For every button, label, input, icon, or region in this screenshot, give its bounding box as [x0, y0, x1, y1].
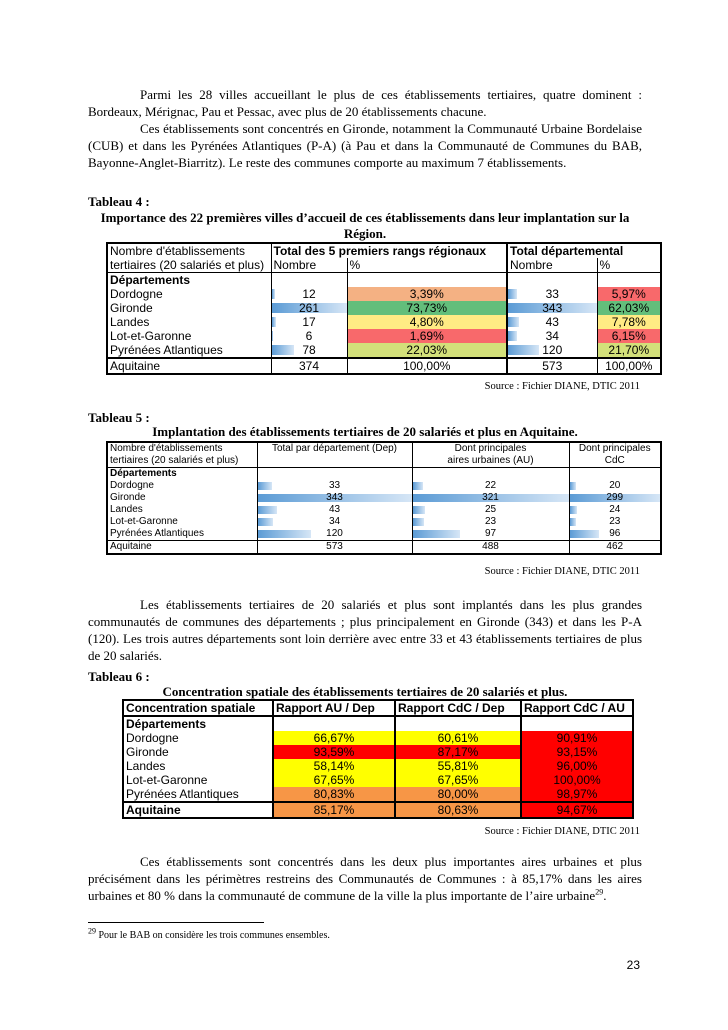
t4-row-n1-value: 78	[302, 343, 316, 357]
t5-row	[107, 492, 661, 504]
paragraph-4-text: Ces établissements sont concentrés dans les deux plus importantes aires urbaines et plus précisément dans les périmètres restreins des Communautés de Communes : à 85,17% dans les aires urbaines et 80 % dans la communauté de commune de la ville la plus importante de l’aire urbaine	[88, 854, 642, 903]
t6-row	[123, 731, 633, 745]
t5-row-dep-value: 34	[328, 516, 341, 527]
t5-departements-label: Départements	[107, 468, 257, 481]
t5-header-cdc-b: CdC	[569, 455, 661, 468]
t6-total-b: 80,63%	[395, 802, 521, 818]
t5-total-name: Aquitaine	[107, 541, 257, 555]
t6-departements-label: Départements	[123, 716, 273, 731]
t4-row-p1: 4,80%	[347, 315, 507, 329]
t4-row-p2: 5,97%	[597, 287, 661, 301]
t5-header-nombre: Nombre d'établissements	[107, 442, 257, 455]
t4-total-p1: 100,00%	[347, 358, 507, 374]
tableau4-caption: Importance des 22 premières villes d’accueil de ces établissements dans leur implantation sur la Région.	[100, 210, 630, 241]
t4-row	[107, 315, 661, 329]
t4-row-n1-value: 261	[298, 301, 320, 315]
t6-row-au-dep: 93,59%	[273, 745, 395, 759]
t6-row-cdc-au: 98,97%	[521, 787, 633, 802]
t4-row-p1: 1,69%	[347, 329, 507, 343]
t5-header-dep: Total par département (Dep)	[257, 442, 412, 455]
t6-row-cdc-au: 100,00%	[521, 773, 633, 787]
t6-row-name: Landes	[123, 759, 273, 773]
t5-row-dep-value: 343	[326, 492, 343, 503]
t6-row-au-dep: 80,83%	[273, 787, 395, 802]
t6-row-name: Gironde	[123, 745, 273, 759]
t5-row-au-value: 25	[484, 504, 497, 515]
t6-row-cdc-dep: 55,81%	[395, 759, 521, 773]
t5-row-name: Dordogne	[107, 480, 257, 492]
t5-row-cdc	[569, 480, 661, 492]
tableau4-table	[106, 242, 662, 375]
t4-row-n1	[271, 343, 347, 358]
tableau6-caption: Concentration spatiale des établissements tertiaires de 20 salariés et plus.	[162, 684, 568, 699]
t4-total-p2: 100,00%	[597, 358, 661, 374]
t4-row-n2-value: 43	[545, 315, 559, 329]
t5-row-cdc-value: 20	[609, 480, 621, 491]
t5-row-au	[412, 528, 569, 541]
t4-row-n1-value: 12	[302, 287, 316, 301]
t5-header-cdc-a: Dont principales	[569, 442, 661, 455]
tableau4-source: Source : Fichier DIANE, DTIC 2011	[484, 381, 640, 392]
t4-row-name: Lot-et-Garonne	[107, 329, 271, 343]
t6-header-cdc-au: Rapport CdC / AU	[521, 700, 633, 716]
t4-row-n1	[271, 287, 347, 301]
t4-row-n2	[507, 301, 597, 315]
t4-row	[107, 329, 661, 343]
t4-row-n2-value: 34	[545, 329, 559, 343]
t4-row	[107, 301, 661, 315]
t4-row-n2	[507, 287, 597, 301]
t4-departements-label: Départements	[107, 273, 271, 288]
paragraph-2: Ces établissements sont concentrés en Gironde, notamment la Communauté Urbaine Bordelaise (CUB) et dans les Pyrénées Atlantiques (P-A) (à Pau et dans la Communauté de Communes du BAB, Bayonne-Anglet-Biarritz). Le reste des communes comporte au maximum 7 établissements.	[88, 121, 642, 170]
paragraph-4	[88, 853, 642, 904]
t5-total-dep: 573	[257, 541, 412, 555]
t6-row	[123, 759, 633, 773]
t6-row	[123, 745, 633, 759]
t5-row-cdc-value: 23	[609, 516, 621, 527]
t5-row-dep-value: 43	[328, 504, 341, 515]
t6-row-cdc-au: 90,91%	[521, 731, 633, 745]
footnote	[88, 926, 330, 941]
t5-row-name: Pyrénées Atlantiques	[107, 528, 257, 541]
t5-header-tertiaires: tertiaires (20 salariés et plus)	[107, 455, 257, 468]
t6-row-cdc-au: 93,15%	[521, 745, 633, 759]
t5-row-cdc	[569, 492, 661, 504]
t6-row-cdc-dep: 67,65%	[395, 773, 521, 787]
t6-header-concentration: Concentration spatiale	[123, 700, 273, 716]
t5-row-name: Lot-et-Garonne	[107, 516, 257, 528]
t5-row-dep-value: 33	[328, 480, 341, 491]
t4-row-p2: 21,70%	[597, 343, 661, 358]
t5-total-cdc: 462	[569, 541, 661, 555]
t6-row-cdc-dep: 87,17%	[395, 745, 521, 759]
footnote-ref[interactable]: 29	[595, 887, 604, 897]
t5-row	[107, 528, 661, 541]
t5-row	[107, 504, 661, 516]
t5-row-cdc	[569, 516, 661, 528]
t6-row	[123, 773, 633, 787]
t6-row-au-dep: 58,14%	[273, 759, 395, 773]
t4-header-regional: Total des 5 premiers rangs régionaux	[271, 243, 507, 258]
tableau5-caption: Implantation des établissements tertiaires de 20 salariés et plus en Aquitaine.	[152, 424, 578, 439]
t6-row-au-dep: 66,67%	[273, 731, 395, 745]
t5-row-name: Landes	[107, 504, 257, 516]
tableau4-label: Tableau 4 :	[88, 194, 150, 209]
t5-row-au	[412, 480, 569, 492]
t5-row-dep	[257, 528, 412, 541]
t4-total-n2: 573	[507, 358, 597, 374]
t5-row-dep	[257, 504, 412, 516]
t5-row	[107, 480, 661, 492]
t4-row-name: Pyrénées Atlantiques	[107, 343, 271, 358]
paragraph-3: Les établissements tertiaires de 20 salariés et plus sont implantés dans les plus grandes communautés de communes des départements ; plus principalement en Gironde (343) et dans les P-A (120). Les trois autres départements sont loin derrière avec entre 33 et 43 établissements tertiaires de plus de 20 salariés.	[88, 597, 642, 663]
tableau5-source: Source : Fichier DIANE, DTIC 2011	[484, 566, 640, 577]
t6-row-name: Lot-et-Garonne	[123, 773, 273, 787]
t6-total-a: 85,17%	[273, 802, 395, 818]
footnote-divider	[88, 922, 264, 923]
t5-header-au-b: aires urbaines (AU)	[412, 455, 569, 468]
t4-row-p1: 3,39%	[347, 287, 507, 301]
t6-row-name: Pyrénées Atlantiques	[123, 787, 273, 802]
t4-row-n1	[271, 315, 347, 329]
paragraph-1: Parmi les 28 villes accueillant le plus de ces établissements tertiaires, quatre dominent : Bordeaux, Mérignac, Pau et Pessac, avec plus de 20 établissements chacune.	[88, 87, 642, 119]
t5-total-au: 488	[412, 541, 569, 555]
t4-row-p2: 62,03%	[597, 301, 661, 315]
t6-row	[123, 787, 633, 802]
t4-row-n1-value: 17	[302, 315, 316, 329]
t5-row-cdc-value: 299	[606, 492, 624, 503]
t4-row-n2	[507, 329, 597, 343]
t6-total-c: 94,67%	[521, 802, 633, 818]
t4-row-name: Gironde	[107, 301, 271, 315]
t5-row-au-value: 23	[484, 516, 497, 527]
t6-header-cdc-dep: Rapport CdC / Dep	[395, 700, 521, 716]
tableau6-source: Source : Fichier DIANE, DTIC 2011	[484, 826, 640, 837]
t5-row-au-value: 97	[484, 528, 497, 539]
t4-row	[107, 343, 661, 358]
t4-row-name: Landes	[107, 315, 271, 329]
t4-row-p1: 73,73%	[347, 301, 507, 315]
t5-row-dep	[257, 480, 412, 492]
t4-row	[107, 287, 661, 301]
t4-row-p1: 22,03%	[347, 343, 507, 358]
t4-row-n2-value: 120	[542, 343, 563, 357]
t5-row-cdc-value: 96	[609, 528, 621, 539]
t5-row-cdc	[569, 504, 661, 516]
t4-row-name: Dordogne	[107, 287, 271, 301]
t5-row-dep	[257, 516, 412, 528]
t6-row-cdc-au: 96,00%	[521, 759, 633, 773]
t5-row-name: Gironde	[107, 492, 257, 504]
t4-row-n2	[507, 315, 597, 329]
t6-header-au-dep: Rapport AU / Dep	[273, 700, 395, 716]
t5-row-cdc	[569, 528, 661, 541]
t6-total-name: Aquitaine	[123, 802, 273, 818]
t5-row-dep-value: 120	[326, 528, 343, 539]
t4-row-n2-value: 33	[545, 287, 559, 301]
t5-row-au	[412, 492, 569, 504]
footnote-number: 29	[88, 926, 96, 936]
t4-header-nombre: Nombre d'établissements	[107, 243, 271, 258]
t4-subheader-pct: %	[347, 258, 507, 273]
t4-row-p2: 7,78%	[597, 315, 661, 329]
t4-header-departemental: Total départemental	[507, 243, 661, 258]
t5-row	[107, 516, 661, 528]
tableau6-table	[122, 699, 634, 819]
t4-row-n2	[507, 343, 597, 358]
footnote-text: Pour le BAB on considère les trois communes ensembles.	[96, 930, 330, 941]
t6-row-cdc-dep: 80,00%	[395, 787, 521, 802]
t5-header-au-a: Dont principales	[412, 442, 569, 455]
t6-row-cdc-dep: 60,61%	[395, 731, 521, 745]
tableau5-table	[106, 441, 662, 555]
t5-row-au-value: 321	[482, 492, 499, 503]
t5-row-cdc-value: 24	[609, 504, 621, 515]
t4-row-n2-value: 343	[542, 301, 563, 315]
t5-row-au	[412, 516, 569, 528]
t4-row-n1	[271, 329, 347, 343]
tableau5-label: Tableau 5 :	[88, 410, 150, 425]
t5-row-dep	[257, 492, 412, 504]
t4-subheader-pct-dep: %	[597, 258, 661, 273]
t4-row-p2: 6,15%	[597, 329, 661, 343]
t4-total-n1: 374	[271, 358, 347, 374]
tableau6-label: Tableau 6 :	[88, 669, 150, 684]
t5-row-au	[412, 504, 569, 516]
t4-subheader-nombre: Nombre	[271, 258, 347, 273]
t4-row-n1-value: 6	[305, 329, 313, 343]
paragraph-4-end: .	[603, 888, 607, 903]
t4-subheader-nombre-dep: Nombre	[507, 258, 597, 273]
t6-row-name: Dordogne	[123, 731, 273, 745]
t5-row-au-value: 22	[484, 480, 497, 491]
page-number: 23	[626, 958, 640, 972]
t4-row-n1	[271, 301, 347, 315]
t4-total-name: Aquitaine	[107, 358, 271, 374]
t4-header-tertiaires: tertiaires (20 salariés et plus)	[107, 258, 271, 273]
t6-row-au-dep: 67,65%	[273, 773, 395, 787]
